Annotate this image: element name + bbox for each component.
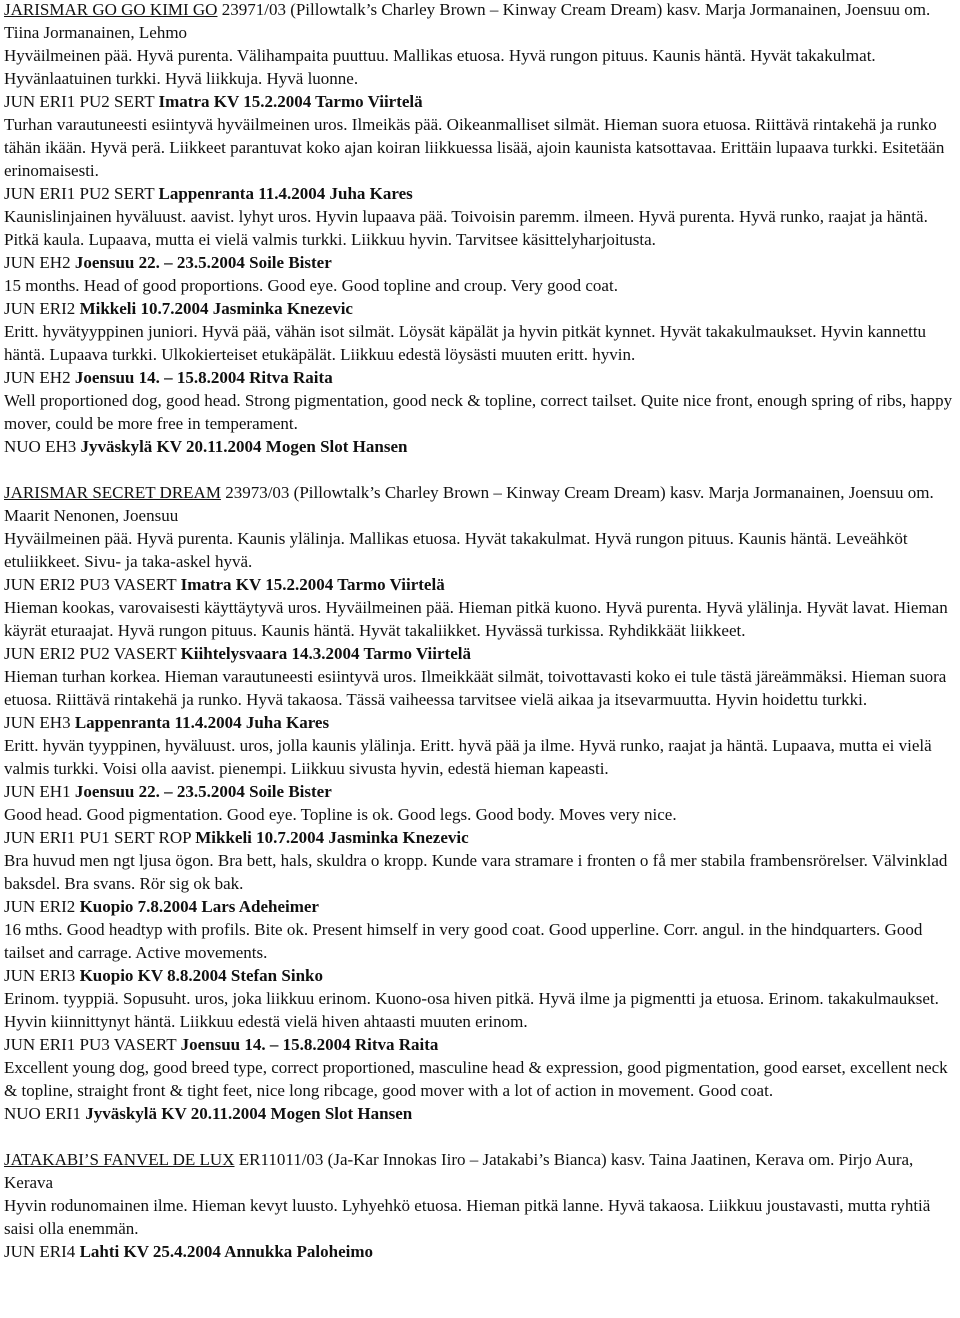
result-line bbox=[4, 251, 954, 274]
critique-text: 15 months. Head of good proportions. Good eye. Good topline and croup. Very good coat. bbox=[4, 276, 618, 295]
critique-text: Hieman turhan korkea. Hieman varautuneesti esiintyvä uros. Ilmeikkäät silmät, toivottavasti koko ei tule tästä järeämmäksi. Hieman suora etuosa. Riittävä rintakehä ja runko. Hyvä takaosa. Tässä vaiheessa tarvitsee vielä aikaa ja itsevarmuutta. Hyvin hoidettu turkki. bbox=[4, 667, 947, 709]
result-grade: JUN ERI1 PU3 VASERT bbox=[4, 1035, 181, 1054]
result-line bbox=[4, 642, 954, 665]
result-grade: JUN EH2 bbox=[4, 253, 75, 272]
entry-info: 23971/03 (Pillowtalk’s Charley Brown – Kinway Cream Dream) kasv. Marja Jormanainen, Joensuu om. Tiina Jormanainen, Lehmo bbox=[4, 0, 931, 42]
dog-name: JATAKABI’S FANVEL DE LUX bbox=[4, 1150, 235, 1169]
result-line bbox=[4, 780, 954, 803]
critique-text: Hyväilmeinen pää. Hyvä purenta. Välihampaita puuttuu. Mallikas etuosa. Hyvä rungon pituus. Kaunis häntä. Hyvät takakulmat. Hyvänlaatuinen turkki. Hyvä liikkuja. Hyvä luonne. bbox=[4, 46, 876, 88]
show-info: Kuopio 7.8.2004 Lars Adeheimer bbox=[79, 897, 319, 916]
critique-text: Bra huvud men ngt ljusa ögon. Bra bett, hals, skuldra o kropp. Kunde vara stramare i fronten o få mer stabila frambensrörelser. Välvinklad baksdel. Bra svans. Rör sig ok bak. bbox=[4, 851, 948, 893]
critique-text: Eritt. hyvätyyppinen juniori. Hyvä pää, vähän isot silmät. Löysät käpälät ja hyvin pitkät kynnet. Hyvät takakulmaukset. Hyvin kannettu häntä. Lupaava turkki. Ulkokierteiset etukäpälät. Liikkuu edestä löysästi muuten eritt. hyvin. bbox=[4, 322, 927, 364]
entry-spacer bbox=[4, 1125, 954, 1148]
entry-spacer bbox=[4, 458, 954, 481]
entry-header bbox=[4, 1148, 954, 1194]
critique-text: Good head. Good pigmentation. Good eye. Topline is ok. Good legs. Good body. Moves very nice. bbox=[4, 805, 677, 824]
critique-text: Kaunislinjainen hyväluust. aavist. lyhyt uros. Hyvin lupaava pää. Toivoisin paremm. ilmeen. Hyvä purenta. Hyvä runko, raajat ja häntä. Pitkä kaula. Lupaava, mutta ei vielä valmis turkki. Liikkuu hyvin. Tarvitsee käsittelyharjoitusta. bbox=[4, 207, 928, 249]
result-grade: NUO ERI1 bbox=[4, 1104, 86, 1123]
entry-info: ER11011/03 (Ja-Kar Innokas Iiro – Jatakabi’s Bianca) kasv. Taina Jaatinen, Kerava om. Pirjo Aura, Kerava bbox=[4, 1150, 914, 1192]
dog-name: JARISMAR GO GO KIMI GO bbox=[4, 0, 218, 19]
result-line bbox=[4, 435, 954, 458]
critique-text: Hyvin rodunomainen ilme. Hieman kevyt luusto. Lyhyehkö etuosa. Hieman pitkä lanne. Hyvä takaosa. Liikkuu joustavasti, mutta ryhtiä saisi olla enemmän. bbox=[4, 1196, 931, 1238]
result-line bbox=[4, 573, 954, 596]
show-info: Kuopio KV 8.8.2004 Stefan Sinko bbox=[79, 966, 323, 985]
critique-text: Hyväilmeinen pää. Hyvä purenta. Kaunis ylälinja. Mallikas etuosa. Hyvät takakulmat. Hyvä rungon pituus. Kaunis häntä. Leveähköt etuliikkeet. Sivu- ja taka-askel hyvä. bbox=[4, 529, 908, 571]
result-line bbox=[4, 1240, 954, 1263]
result-line bbox=[4, 90, 954, 113]
show-info: Lappenranta 11.4.2004 Juha Kares bbox=[74, 713, 330, 732]
show-info: Mikkeli 10.7.2004 Jasminka Knezevic bbox=[79, 299, 353, 318]
show-info: Lappenranta 11.4.2004 Juha Kares bbox=[158, 184, 413, 203]
result-line bbox=[4, 826, 954, 849]
entry-info: 23973/03 (Pillowtalk’s Charley Brown – Kinway Cream Dream) kasv. Marja Jormanainen, Joensuu om. Maarit Nenonen, Joensuu bbox=[4, 483, 934, 525]
result-grade: NUO EH3 bbox=[4, 437, 81, 456]
show-info: Joensuu 14. – 15.8.2004 Ritva Raita bbox=[180, 1035, 439, 1054]
result-line bbox=[4, 1033, 954, 1056]
dog-name: JARISMAR SECRET DREAM bbox=[4, 483, 221, 502]
result-grade: JUN ERI3 bbox=[4, 966, 80, 985]
critique-text: Hieman kookas, varovaisesti käyttäytyvä uros. Hyväilmeinen pää. Hieman pitkä kuono. Hyvä purenta. Hyvä ylälinja. Hyvät lavat. Hieman käyrät eturaajat. Hyvä rungon pituus. Kaunis häntä. Hyvät takaliikket. Hyvässä turkissa. Ryhdikkäät liikkeet. bbox=[4, 598, 948, 640]
critique-text: Erinom. tyyppiä. Sopusuht. uros, joka liikkuu erinom. Kuono-osa hiven pitkä. Hyvä ilme ja pigmentti ja etuosa. Erinom. takakulmaukset. Hyvin kiinnittynyt häntä. Liikkuu edestä vielä hiven ahtaasti muuten erinom. bbox=[4, 989, 939, 1031]
critique-text: 16 mths. Good headtyp with profils. Bite ok. Present himself in very good coat. Good upperline. Corr. angul. in the hindquarters. Good tailset and carrage. Active movements. bbox=[4, 920, 923, 962]
result-grade: JUN ERI1 PU2 SERT bbox=[4, 184, 159, 203]
result-grade: JUN EH2 bbox=[4, 368, 75, 387]
result-grade: JUN ERI1 PU1 SERT ROP bbox=[4, 828, 196, 847]
show-info: Imatra KV 15.2.2004 Tarmo Viirtelä bbox=[180, 575, 445, 594]
dog-entry bbox=[4, 1148, 954, 1263]
critique-text: Excellent young dog, good breed type, correct proportioned, masculine head & expression, good pigmentation, good earset, excellent neck & topline, straight front & tight feet, nice long ribcage, good mover with a lot of action in movement. Good coat. bbox=[4, 1058, 948, 1100]
entry-header bbox=[4, 481, 954, 527]
show-info: Joensuu 22. – 23.5.2004 Soile Bister bbox=[74, 782, 332, 801]
show-info: Joensuu 22. – 23.5.2004 Soile Bister bbox=[74, 253, 332, 272]
show-info: Lahti KV 25.4.2004 Annukka Paloheimo bbox=[79, 1242, 374, 1261]
critique-text: Eritt. hyvän tyyppinen, hyväluust. uros, jolla kaunis ylälinja. Eritt. hyvä pää ja ilme. Hyvä runko, raajat ja häntä. Lupaava, mutta ei vielä valmis turkki. Voisi olla aavist. pienempi. Liikkuu sivusta hyvin, edestä hieman kapeasti. bbox=[4, 736, 932, 778]
result-line bbox=[4, 711, 954, 734]
entry-header bbox=[4, 0, 954, 44]
result-grade: JUN ERI2 PU3 VASERT bbox=[4, 575, 181, 594]
dog-entry bbox=[4, 481, 954, 1125]
result-line bbox=[4, 366, 954, 389]
result-line bbox=[4, 964, 954, 987]
result-line bbox=[4, 1102, 954, 1125]
result-grade: JUN ERI2 bbox=[4, 299, 80, 318]
critique-text: Well proportioned dog, good head. Strong pigmentation, good neck & topline, correct tailset. Quite nice front, enough spring of ribs, happy mover, could be more free in temperament. bbox=[4, 391, 953, 433]
result-line bbox=[4, 895, 954, 918]
show-info: Mikkeli 10.7.2004 Jasminka Knezevic bbox=[195, 828, 469, 847]
dog-entry bbox=[4, 0, 954, 458]
result-grade: JUN EH1 bbox=[4, 782, 75, 801]
result-grade: JUN EH3 bbox=[4, 713, 75, 732]
result-grade: JUN ERI4 bbox=[4, 1242, 80, 1261]
show-info: Imatra KV 15.2.2004 Tarmo Viirtelä bbox=[158, 92, 423, 111]
result-line bbox=[4, 297, 954, 320]
show-info: Jyväskylä KV 20.11.2004 Mogen Slot Hansen bbox=[85, 1104, 413, 1123]
critique-text: Turhan varautuneesti esiintyvä hyväilmeinen uros. Ilmeikäs pää. Oikeanmalliset silmät. Hieman suora etuosa. Riittävä rintakehä ja runko tähän ikään. Hyvä perä. Liikkeet parantuvat koko ajan koiran liikkuessa lisää, ajoin kaunista katsottavaa. Erittäin lupaava turkki. Esitetään erinomaisesti. bbox=[4, 115, 945, 180]
result-grade: JUN ERI2 PU2 VASERT bbox=[4, 644, 181, 663]
show-info: Joensuu 14. – 15.8.2004 Ritva Raita bbox=[74, 368, 333, 387]
show-info: Jyväskylä KV 20.11.2004 Mogen Slot Hansen bbox=[80, 437, 408, 456]
result-grade: JUN ERI2 bbox=[4, 897, 80, 916]
result-line bbox=[4, 182, 954, 205]
show-info: Kiihtelysvaara 14.3.2004 Tarmo Viirtelä bbox=[180, 644, 471, 663]
result-grade: JUN ERI1 PU2 SERT bbox=[4, 92, 159, 111]
